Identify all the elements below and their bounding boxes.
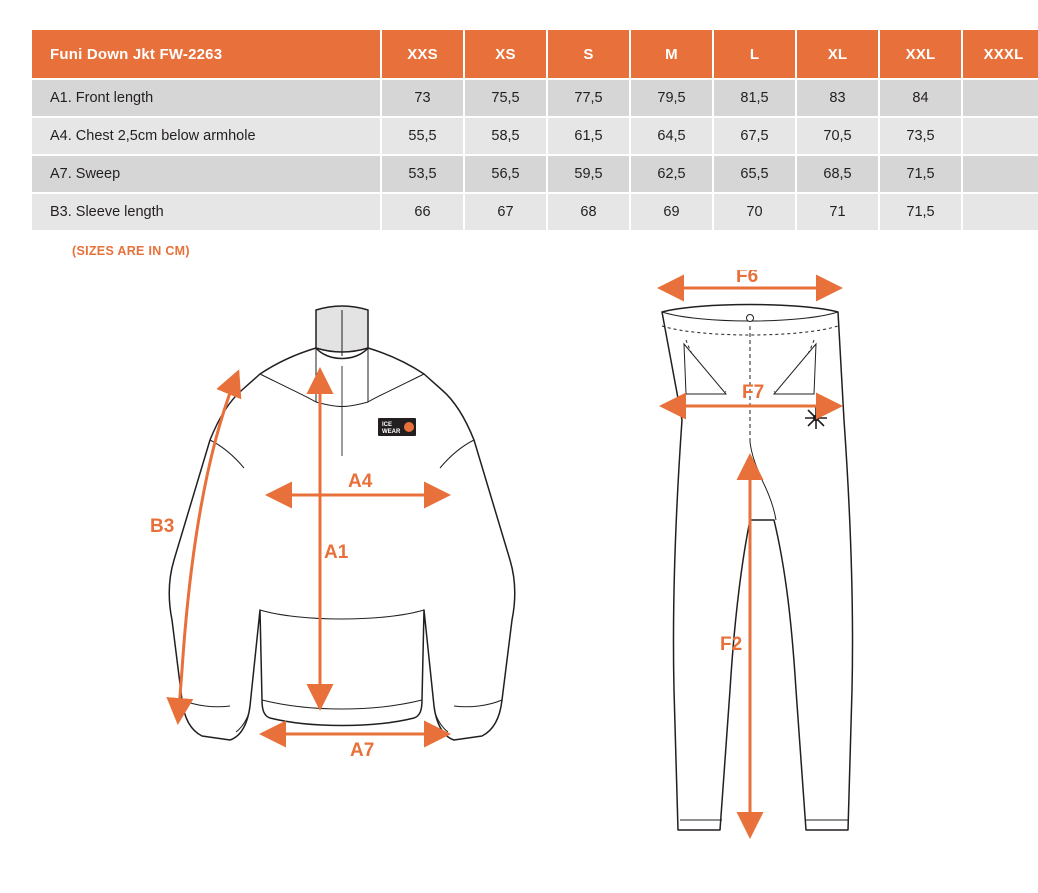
cell-a4-s: 61,5 [547,117,630,155]
technical-drawings [0,270,1038,890]
jacket-figure [110,270,530,790]
brand-line-1: ICE [382,422,393,428]
table-row [31,155,1038,193]
measurement-label-f7: F7 [742,382,765,403]
row-label-a7: A7. Sweep [31,155,381,193]
column-header-xxs: XXS [381,29,464,79]
column-header-xl: XL [796,29,879,79]
cell-a7-s: 59,5 [547,155,630,193]
table-row [31,117,1038,155]
cell-a1-l: 81,5 [713,79,796,117]
cell-a4-m: 64,5 [630,117,713,155]
table-row [31,193,1038,231]
brand-line-2: WEAR [382,429,401,435]
column-header-l: L [713,29,796,79]
measurement-label-b3: B3 [150,516,175,537]
cell-a7-xl: 68,5 [796,155,879,193]
row-label-b3: B3. Sleeve length [31,193,381,231]
cell-a7-xs: 56,5 [464,155,547,193]
cell-b3-m: 69 [630,193,713,231]
size-table [30,28,1038,232]
table-header-row [31,29,1038,79]
cell-a4-xxxl [962,117,1038,155]
measurement-label-f2: F2 [720,634,743,655]
cell-a1-xxxl [962,79,1038,117]
row-label-a4: A4. Chest 2,5cm below armhole [31,117,381,155]
row-label-a1: A1. Front length [31,79,381,117]
cell-b3-xs: 67 [464,193,547,231]
cell-b3-xxl: 71,5 [879,193,962,231]
cell-a7-m: 62,5 [630,155,713,193]
product-name-header: Funi Down Jkt FW-2263 [31,29,381,79]
cell-a1-s: 77,5 [547,79,630,117]
cell-a7-xxxl [962,155,1038,193]
cell-a1-m: 79,5 [630,79,713,117]
cell-a7-xxl: 71,5 [879,155,962,193]
brand-badge [378,418,416,436]
cell-a4-l: 67,5 [713,117,796,155]
measurement-label-a1: A1 [324,542,349,563]
cell-a4-xxl: 73,5 [879,117,962,155]
cell-a1-xl: 83 [796,79,879,117]
cell-b3-s: 68 [547,193,630,231]
column-header-s: S [547,29,630,79]
table-row [31,79,1038,117]
column-header-xxxl: XXXL [962,29,1038,79]
cell-b3-xxs: 66 [381,193,464,231]
measurement-label-f6: F6 [736,270,759,287]
cell-a4-xl: 70,5 [796,117,879,155]
cell-a1-xxs: 73 [381,79,464,117]
cell-a4-xxs: 55,5 [381,117,464,155]
cell-b3-xl: 71 [796,193,879,231]
cell-a1-xxl: 84 [879,79,962,117]
cell-a7-xxs: 53,5 [381,155,464,193]
cell-b3-l: 70 [713,193,796,231]
units-note: (SIZES ARE IN CM) [72,244,190,258]
column-header-m: M [630,29,713,79]
cell-a7-l: 65,5 [713,155,796,193]
size-table-header [31,29,1038,79]
cell-b3-xxxl [962,193,1038,231]
pants-figure [600,270,980,870]
column-header-xxl: XXL [879,29,962,79]
column-header-xs: XS [464,29,547,79]
size-table-body [31,79,1038,231]
measurement-label-a4: A4 [348,471,373,492]
measurement-label-a7: A7 [350,740,375,761]
cell-a1-xs: 75,5 [464,79,547,117]
snowflake-icon [805,407,827,429]
cell-a4-xs: 58,5 [464,117,547,155]
